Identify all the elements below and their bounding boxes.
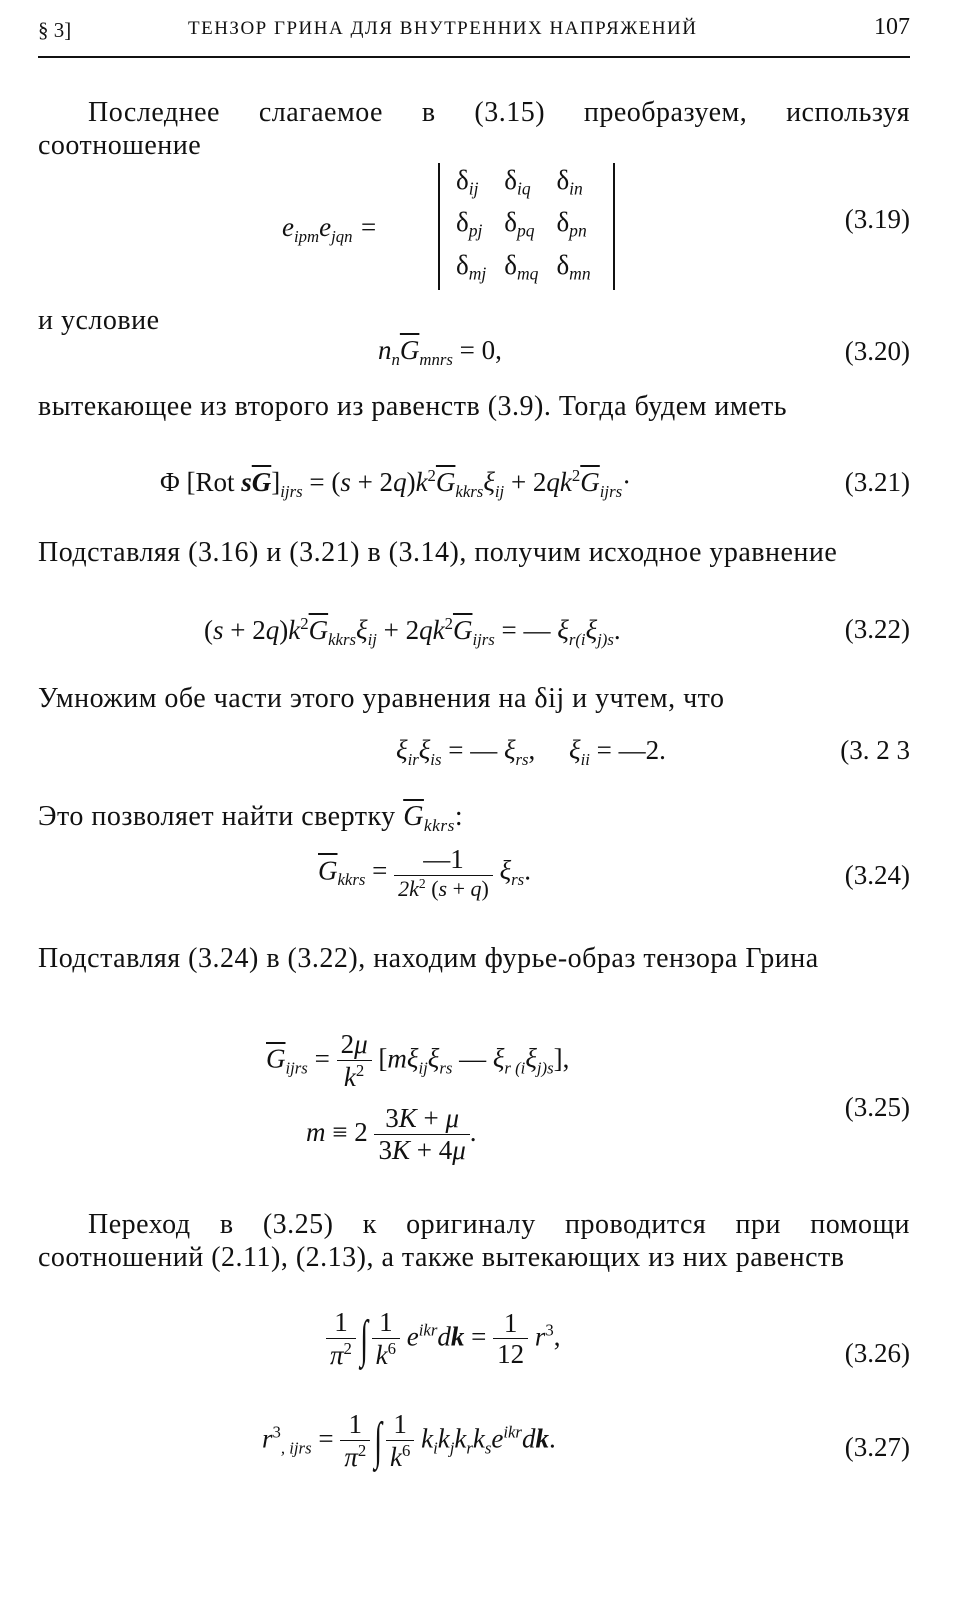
paragraph-6-text: Это позволяет найти свертку [38, 801, 404, 832]
equation-3-25-line2: m ≡ 2 $\frac{3K + \mu}{3K + 4\mu}$ . [306, 1103, 477, 1165]
paragraph-6: Это позволяет найти свертку $\overline{G}_{kkrs}$: [38, 801, 464, 836]
equation-3-24: $\overline{G}_{kkrs}$ = $\frac{—1}{2k^2 (s + q)}$ $\xi_{rs}$. [318, 844, 531, 901]
equation-number-3-26: (3.26) [844, 1338, 910, 1368]
equation-number-3-20: (3.20) [844, 336, 910, 366]
paragraph-1: Последнее слагаемое в (3.15) преобразуем, используя соотношение [38, 97, 910, 161]
equation-number-3-27: (3.27) [844, 1432, 910, 1462]
paragraph-2: и условие [38, 305, 160, 336]
equation-number-3-23: (3. 2 3 [840, 735, 910, 765]
determinant-3-19: δij δiq δin δpj δpq δpn δmj δmq δmn [438, 163, 615, 290]
paragraph-5: Умножим обе части этого уравнения на δij и учтем, что [38, 683, 725, 714]
equation-number-3-21: (3.21) [844, 467, 910, 497]
equation-number-3-24: (3.24) [844, 860, 910, 890]
equation-number-3-19: (3.19) [844, 204, 910, 234]
section-ref: § 3] [38, 18, 72, 42]
running-title: ТЕНЗОР ГРИНА ДЛЯ ВНУТРЕННИХ НАПРЯЖЕНИЙ [188, 18, 698, 39]
paragraph-3: вытекающее из второго из равенств (3.9). Тогда будем иметь [38, 391, 788, 422]
equation-3-25-line1: $\overline{G}_{ijrs}$ = $\frac{2\mu}{k^2}$ [$m\xi_{ij}\xi_{rs}$ — $\xi_{r (i}\xi_{j)s}$], [266, 1029, 570, 1092]
paragraph-8: Переход в (3.25) к оригиналу проводится при помощи соотношений (2.11), (2.13), а также вытекающих из них равенств [38, 1209, 910, 1273]
equation-3-23: $\xi_{ir}\xi_{is}$ = — $\xi_{rs}$, $\xi_{ii}$ = —2. [396, 735, 666, 769]
equation-3-27: $r^3_{, ijrs}$ = $\frac{1}{\pi^2}$ ∫ $\frac{1}{k^6}$ $k_ik_jk_rk_se^{ikr}dk$. [262, 1409, 556, 1472]
equation-3-22: $(s + 2q)k^2\overline{G}_{kkrs}\xi_{ij} + 2qk^2\overline{G}_{ijrs}$ = — $\xi_{r(i}\xi_{j)s}$. [204, 614, 621, 649]
equation-number-3-22: (3.22) [844, 614, 910, 644]
running-header [38, 14, 910, 44]
paragraph-7: Подставляя (3.24) в (3.22), находим фурье-образ тензора Грина [38, 943, 819, 974]
equation-3-20: $n_n\overline{G}_{mnrs} = 0$, [378, 335, 502, 369]
equation-number-3-25: (3.25) [844, 1092, 910, 1122]
equation-3-21: Φ [Rot $s\overline{G}]_{ijrs} = (s + 2q)k^2\overline{G}_{kkrs}\xi_{ij} + 2qk^2\overline{G}_{ijrs}\cdot$ [160, 466, 632, 501]
paragraph-4: Подставляя (3.16) и (3.21) в (3.14), получим исходное уравнение [38, 537, 838, 568]
page-number: 107 [874, 14, 910, 40]
equation-3-19-lhs: $e_{ipm}e_{jqn}$ = [282, 212, 378, 246]
header-rule [38, 56, 910, 58]
equation-3-26: $\frac{1}{\pi^2}$ ∫ $\frac{1}{k^6}$ $e^{ikr}dk$ = $\frac{1}{12}$ $r^3$, [326, 1308, 560, 1371]
